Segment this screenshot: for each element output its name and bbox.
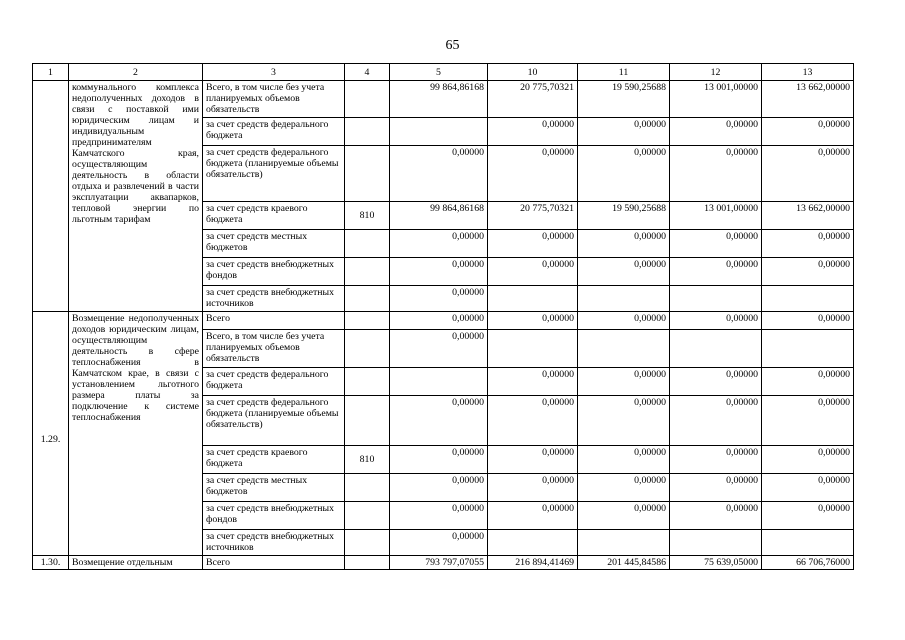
- value-col-13: 0,00000: [762, 118, 854, 146]
- header-cell: 12: [670, 64, 762, 81]
- funding-source: за счет средств местных бюджетов: [203, 230, 345, 258]
- value-col-5: 0,00000: [390, 396, 488, 446]
- value-col-13: 0,00000: [762, 230, 854, 258]
- value-col-10: 20 775,70321: [488, 202, 578, 230]
- budget-code: [345, 81, 390, 118]
- header-cell: 4: [345, 64, 390, 81]
- value-col-13: 0,00000: [762, 146, 854, 202]
- value-col-10: 0,00000: [488, 368, 578, 396]
- value-col-12: 13 001,00000: [670, 202, 762, 230]
- value-col-5: 0,00000: [390, 474, 488, 502]
- measure-name: коммунального комплекса недополученных доходов в связи с поставкой ими юридическим лицам и индивидуальным предпринимателям Камчатского края, осуществляющим деятельность в области отдыха и развлечений в части эксплуатации аквапарков, тепловой энергии по льготным тарифам: [69, 81, 203, 312]
- value-col-11: 19 590,25688: [578, 81, 670, 118]
- value-col-11: 0,00000: [578, 230, 670, 258]
- funding-source: за счет средств внебюджетных источников: [203, 530, 345, 556]
- value-col-10: 0,00000: [488, 446, 578, 474]
- value-col-13: 0,00000: [762, 368, 854, 396]
- budget-code: [345, 474, 390, 502]
- budget-code: [345, 312, 390, 330]
- value-col-10: 0,00000: [488, 258, 578, 286]
- funding-source: за счет средств краевого бюджета: [203, 446, 345, 474]
- funding-source: за счет средств федерального бюджета: [203, 118, 345, 146]
- value-col-13: 0,00000: [762, 502, 854, 530]
- page-number: 65: [445, 38, 460, 53]
- value-col-11: 0,00000: [578, 446, 670, 474]
- value-col-11: 201 445,84586: [578, 556, 670, 570]
- budget-code: [345, 556, 390, 570]
- value-col-12: [670, 330, 762, 368]
- value-col-10: 0,00000: [488, 396, 578, 446]
- header-cell: 10: [488, 64, 578, 81]
- value-col-10: [488, 530, 578, 556]
- table-row: [33, 312, 854, 330]
- value-col-10: 0,00000: [488, 230, 578, 258]
- value-col-11: 0,00000: [578, 502, 670, 530]
- value-col-5: [390, 368, 488, 396]
- value-col-10: [488, 330, 578, 368]
- value-col-11: 0,00000: [578, 474, 670, 502]
- value-col-11: 19 590,25688: [578, 202, 670, 230]
- value-col-5: 0,00000: [390, 146, 488, 202]
- header-cell: 5: [390, 64, 488, 81]
- value-col-5: 0,00000: [390, 258, 488, 286]
- value-col-11: 0,00000: [578, 368, 670, 396]
- value-col-5: 0,00000: [390, 446, 488, 474]
- value-col-13: 0,00000: [762, 446, 854, 474]
- funding-source: за счет средств внебюджетных источников: [203, 286, 345, 312]
- budget-code: [345, 258, 390, 286]
- value-col-5: [390, 118, 488, 146]
- budget-code: [345, 330, 390, 368]
- value-col-10: 0,00000: [488, 474, 578, 502]
- value-col-13: 0,00000: [762, 396, 854, 446]
- value-col-10: 20 775,70321: [488, 81, 578, 118]
- value-col-10: 216 894,41469: [488, 556, 578, 570]
- value-col-10: 0,00000: [488, 146, 578, 202]
- value-col-5: 793 797,07055: [390, 556, 488, 570]
- measure-name: Возмещение недополученных доходов юридическим лицам, осуществляющим деятельность в сфере теплоснабжения в Камчатском крае, в связи с установлением льготного размера платы за подключение к системе теплоснабжения: [69, 312, 203, 556]
- value-col-12: 0,00000: [670, 502, 762, 530]
- value-col-13: 13 662,00000: [762, 81, 854, 118]
- value-col-5: 0,00000: [390, 286, 488, 312]
- value-col-5: 0,00000: [390, 502, 488, 530]
- value-col-5: 0,00000: [390, 312, 488, 330]
- value-col-12: 0,00000: [670, 368, 762, 396]
- row-number: 1.30.: [33, 556, 69, 570]
- funding-source: Всего: [203, 312, 345, 330]
- budget-code: [345, 286, 390, 312]
- value-col-11: 0,00000: [578, 118, 670, 146]
- value-col-11: [578, 286, 670, 312]
- value-col-10: 0,00000: [488, 502, 578, 530]
- value-col-13: [762, 530, 854, 556]
- value-col-12: 0,00000: [670, 312, 762, 330]
- header-cell: 1: [33, 64, 69, 81]
- value-col-10: [488, 286, 578, 312]
- budget-code: [345, 396, 390, 446]
- budget-code: 810: [345, 446, 390, 474]
- header-cell: 13: [762, 64, 854, 81]
- budget-code: [345, 530, 390, 556]
- funding-source: за счет средств внебюджетных фондов: [203, 502, 345, 530]
- value-col-5: 99 864,86168: [390, 202, 488, 230]
- value-col-12: 0,00000: [670, 258, 762, 286]
- budget-table: [32, 63, 854, 570]
- table-row: [33, 81, 854, 118]
- value-col-13: 66 706,76000: [762, 556, 854, 570]
- value-col-12: [670, 286, 762, 312]
- budget-code: [345, 230, 390, 258]
- budget-code: [345, 146, 390, 202]
- value-col-11: 0,00000: [578, 396, 670, 446]
- value-col-13: 0,00000: [762, 312, 854, 330]
- value-col-5: 99 864,86168: [390, 81, 488, 118]
- funding-source: за счет средств федерального бюджета (планируемые объемы обязательств): [203, 396, 345, 446]
- value-col-11: 0,00000: [578, 258, 670, 286]
- value-col-12: 0,00000: [670, 146, 762, 202]
- funding-source: за счет средств краевого бюджета: [203, 202, 345, 230]
- value-col-12: 0,00000: [670, 118, 762, 146]
- value-col-12: 0,00000: [670, 230, 762, 258]
- value-col-11: [578, 530, 670, 556]
- value-col-12: 0,00000: [670, 474, 762, 502]
- value-col-10: 0,00000: [488, 118, 578, 146]
- header-row: [33, 64, 854, 81]
- row-number: 1.29.: [33, 312, 69, 556]
- value-col-11: 0,00000: [578, 312, 670, 330]
- value-col-13: 13 662,00000: [762, 202, 854, 230]
- value-col-12: 0,00000: [670, 396, 762, 446]
- value-col-11: 0,00000: [578, 146, 670, 202]
- value-col-12: 13 001,00000: [670, 81, 762, 118]
- header-cell: 11: [578, 64, 670, 81]
- budget-code: [345, 118, 390, 146]
- value-col-11: [578, 330, 670, 368]
- value-col-12: 0,00000: [670, 446, 762, 474]
- value-col-13: 0,00000: [762, 258, 854, 286]
- budget-code: [345, 368, 390, 396]
- value-col-5: 0,00000: [390, 530, 488, 556]
- funding-source: за счет средств местных бюджетов: [203, 474, 345, 502]
- funding-source: Всего: [203, 556, 345, 570]
- funding-source: Всего, в том числе без учета планируемых объемов обязательств: [203, 81, 345, 118]
- value-col-13: [762, 286, 854, 312]
- value-col-5: 0,00000: [390, 330, 488, 368]
- value-col-13: 0,00000: [762, 474, 854, 502]
- value-col-5: 0,00000: [390, 230, 488, 258]
- budget-code: [345, 502, 390, 530]
- value-col-12: [670, 530, 762, 556]
- funding-source: Всего, в том числе без учета планируемых объемов обязательств: [203, 330, 345, 368]
- measure-name: Возмещение отдельным: [69, 556, 203, 570]
- funding-source: за счет средств федерального бюджета (планируемые объемы обязательств): [203, 146, 345, 202]
- funding-source: за счет средств федерального бюджета: [203, 368, 345, 396]
- budget-code: 810: [345, 202, 390, 230]
- row-number: [33, 81, 69, 312]
- header-cell: 2: [69, 64, 203, 81]
- value-col-12: 75 639,05000: [670, 556, 762, 570]
- table-row: [33, 556, 854, 570]
- funding-source: за счет средств внебюджетных фондов: [203, 258, 345, 286]
- value-col-10: 0,00000: [488, 312, 578, 330]
- value-col-13: [762, 330, 854, 368]
- header-cell: 3: [203, 64, 345, 81]
